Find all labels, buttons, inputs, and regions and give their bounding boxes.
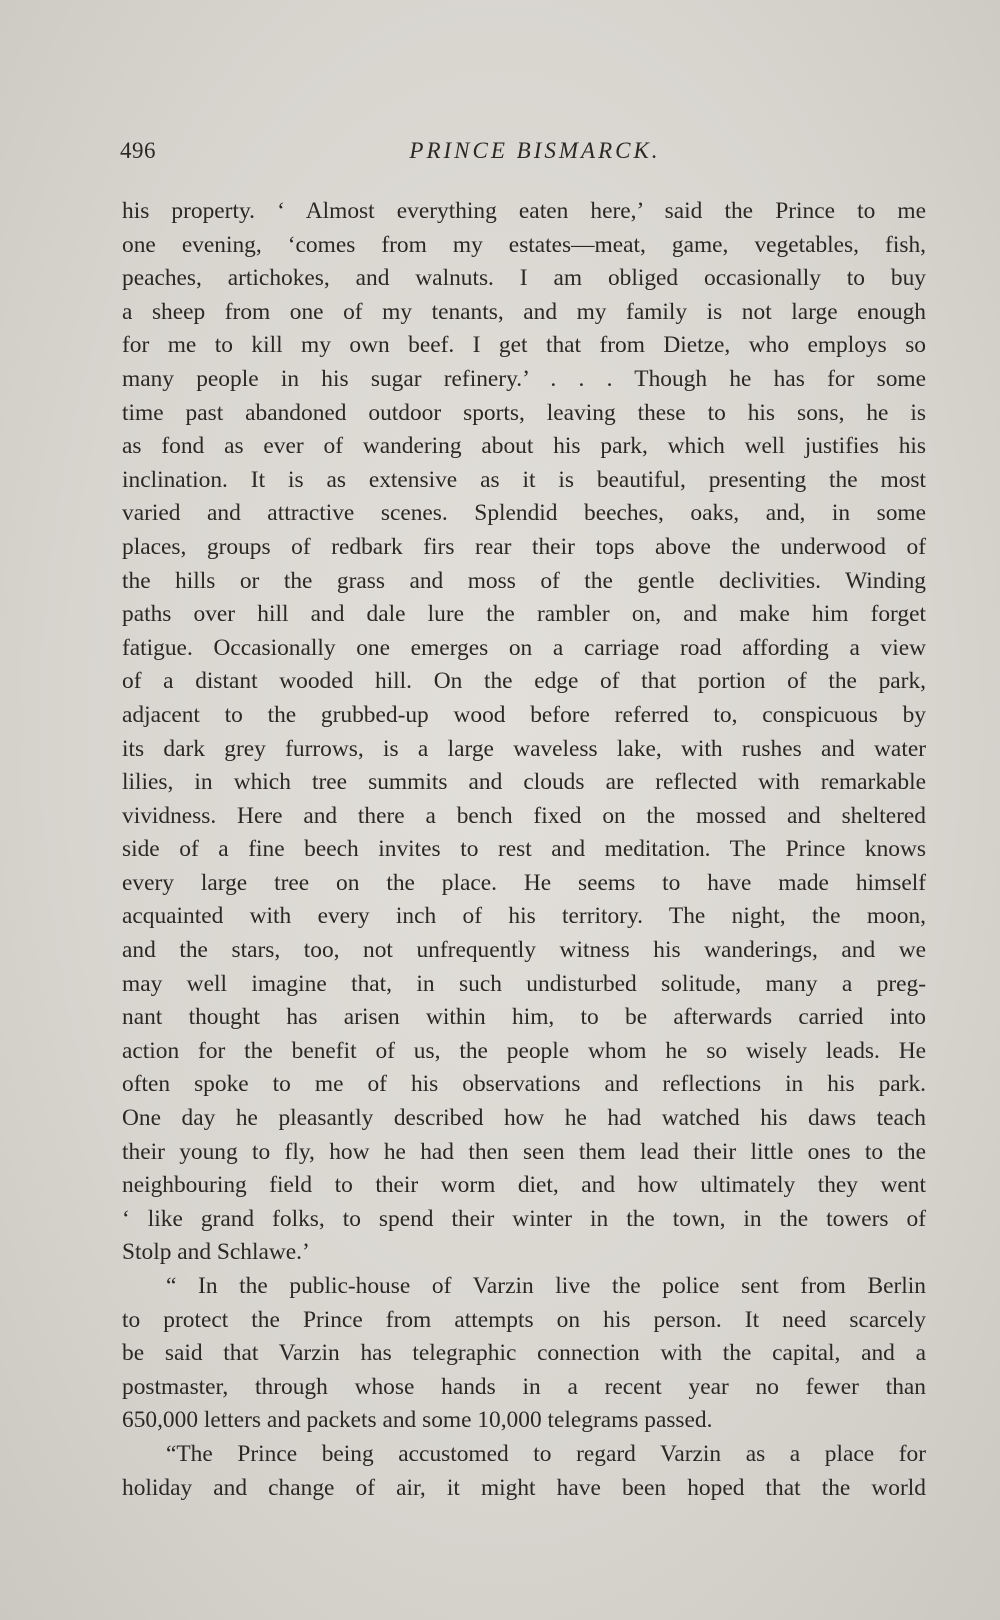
text-line: his property. ‘ Almost everything eaten here,’ said the Prince to me	[122, 198, 926, 224]
text-line: “The Prince being accustomed to regard Varzin as a place for	[166, 1440, 926, 1467]
text-line: One day he pleasantly described how he had watched his daws teach	[122, 1105, 926, 1132]
text-line: fatigue. Occasionally one emerges on a carriage road affording a view	[122, 634, 926, 661]
text-line: neighbouring field to their worm diet, and how ultimately they went	[122, 1172, 926, 1199]
text-line: to protect the Prince from attempts on his person. It need scarcely	[122, 1306, 926, 1333]
page-header	[120, 138, 930, 178]
text-line: one evening, ‘comes from my estates—meat, game, vegetables, fish,	[122, 231, 926, 258]
page-number: 496	[120, 138, 156, 163]
text-line: vividness. Here and there a bench fixed on the mossed and sheltered	[122, 802, 926, 829]
body-text	[122, 195, 926, 1505]
text-line: every large tree on the place. He seems to have made himself	[122, 869, 926, 896]
text-line: action for the benefit of us, the people whom he so wisely leads. He	[122, 1037, 926, 1064]
text-line: acquainted with every inch of his territory. The night, the moon,	[122, 903, 926, 930]
running-title: PRINCE BISMARCK.	[409, 138, 661, 163]
text-line: lilies, in which tree summits and clouds are reflected with remarkable	[122, 769, 926, 796]
text-line: 650,000 letters and packets and some 10,000 telegrams passed.	[122, 1407, 713, 1434]
text-line: may well imagine that, in such undisturbed solitude, many a preg-	[122, 970, 926, 997]
text-line: be said that Varzin has telegraphic connection with the capital, and a	[122, 1340, 926, 1367]
text-line: side of a fine beech invites to rest and meditation. The Prince knows	[122, 836, 926, 863]
text-line: places, groups of redbark firs rear their tops above the underwood of	[122, 533, 926, 560]
text-line: varied and attractive scenes. Splendid beeches, oaks, and, in some	[122, 500, 926, 527]
text-line: often spoke to me of his observations and reflections in his park.	[122, 1071, 926, 1098]
text-line: paths over hill and dale lure the rambler on, and make him forget	[122, 601, 926, 628]
text-line: and the stars, too, not unfrequently witness his wanderings, and we	[122, 937, 926, 964]
text-line: a sheep from one of my tenants, and my family is not large enough	[122, 298, 926, 325]
text-line: peaches, artichokes, and walnuts. I am obliged occasionally to buy	[122, 265, 926, 292]
text-line: holiday and change of air, it might have been hoped that the world	[122, 1474, 926, 1501]
text-line: its dark grey furrows, is a large waveless lake, with rushes and water	[122, 735, 926, 762]
text-line: their young to fly, how he had then seen them lead their little ones to the	[122, 1138, 926, 1165]
text-line: Stolp and Schlawe.’	[122, 1239, 310, 1266]
text-line: “ In the public-house of Varzin live the police sent from Berlin	[166, 1273, 926, 1299]
text-line: for me to kill my own beef. I get that from Dietze, who employs so	[122, 332, 926, 359]
text-line: inclination. It is as extensive as it is beautiful, presenting the most	[122, 466, 926, 493]
text-line: nant thought has arisen within him, to be afterwards carried into	[122, 1004, 926, 1031]
text-line: postmaster, through whose hands in a recent year no fewer than	[122, 1373, 926, 1400]
text-line: many people in his sugar refinery.’ . . . Though he has for some	[122, 365, 926, 392]
text-line: ‘ like grand folks, to spend their winter in the town, in the towers of	[122, 1205, 926, 1232]
text-line: of a distant wooded hill. On the edge of that portion of the park,	[122, 668, 926, 695]
text-line: as fond as ever of wandering about his park, which well justifies his	[122, 433, 926, 460]
text-line: time past abandoned outdoor sports, leaving these to his sons, he is	[122, 399, 926, 426]
text-line: the hills or the grass and moss of the gentle declivities. Winding	[122, 567, 926, 594]
text-line: adjacent to the grubbed-up wood before referred to, conspicuous by	[122, 701, 926, 728]
